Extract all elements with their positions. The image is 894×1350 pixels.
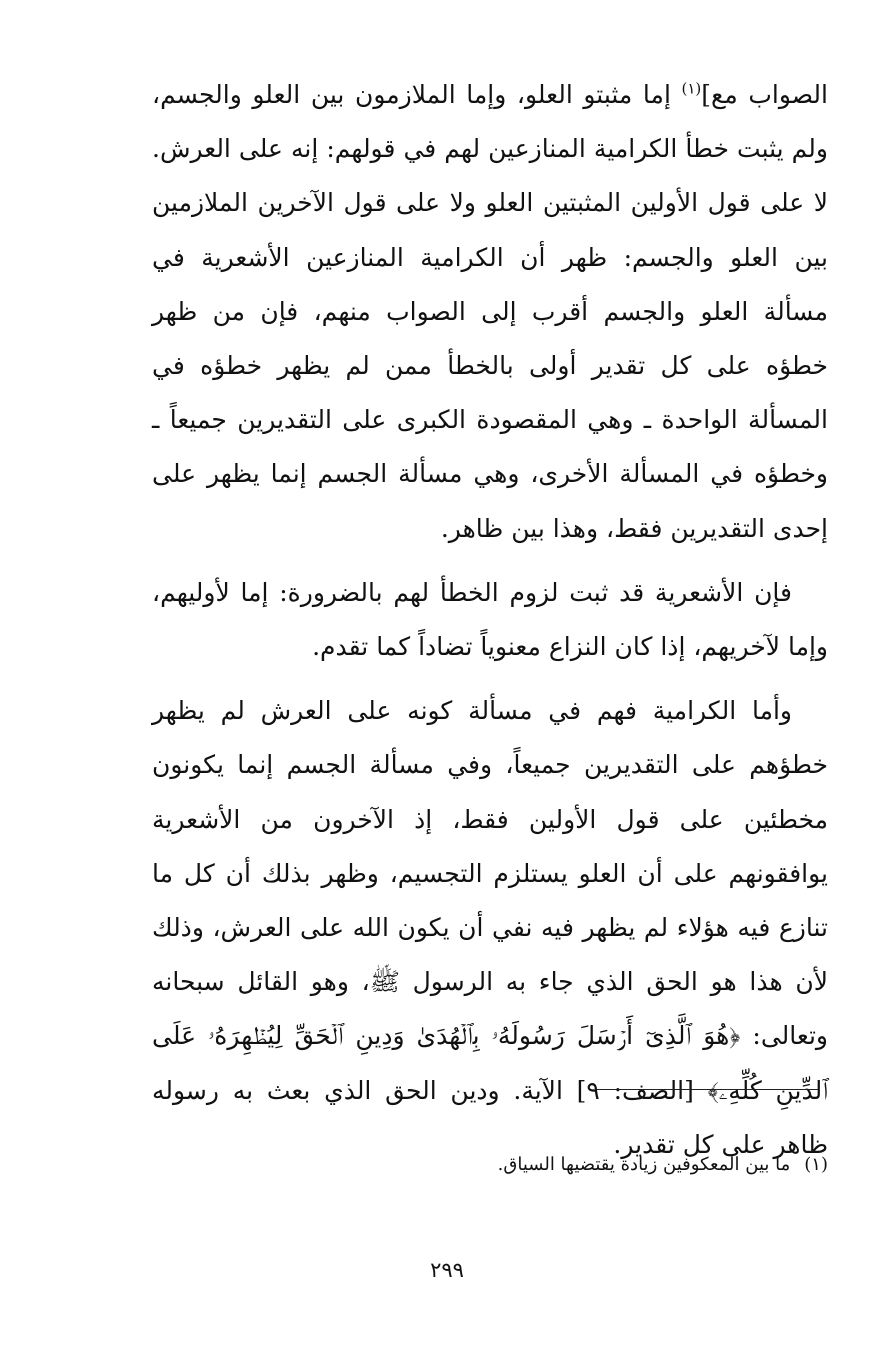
quran-verse: ﴿هُوَ ٱلَّذِىٓ أَرۡسَلَ رَسُولَهُۥ بِٱلۡهُدَىٰ وَدِينِ ٱلۡحَقِّ لِيُظۡهِرَهُۥ عَلَى ٱلدِّينِ كُلِّهِۦ﴾ — [152, 1021, 828, 1105]
footnote-reference: (١) — [681, 79, 702, 98]
paragraph-1-rest: إما مثبتو العلو، وإما الملازمون بين العلو والجسم، ولم يثبت خطأ الكرامية المنازعين لهم في قولهم: إنه على العرش. لا على قول الأولين المثبتين العلو ولا على قول الآخرين الملازمين بين العلو والجسم: ظهر أن الكرامية المنازعين الأشعرية في مسألة العلو والجسم أقرب إلى الصواب منهم، فإن من ظهر خطؤه على كل تقدير أولى بالخطأ ممن لم يظهر خطؤه في المسألة الواحدة ـ وهي المقصودة الكبرى على التقديرين جميعاً ـ وخطؤه في المسألة الأخرى، وهي مسألة الجسم إنما يظهر على إحدى التقديرين فقط، وهذا بين ظاهر. — [152, 80, 828, 543]
paragraph-3-end: [الصف: ٩] الآية. ودين الحق الذي بعث به رسوله ظاهر على كل تقدير. — [152, 1075, 828, 1159]
footnote — [152, 1150, 828, 1180]
paragraph-3-start: وأما الكرامية فهم في مسألة كونه على العرش لم يظهر خطؤهم على التقديرين جميعاً، وفي مسألة الجسم إنما يكونون مخطئين على قول الأولين فقط، إذ الآخرون من الأشعرية يوافقونهم على أن العلو يستلزم التجسيم، وظهر بذلك أن كل ما تنازع فيه هؤلاء لم يظهر فيه نفي أن يكون الله على العرش، وذلك لأن هذا هو الحق الذي جاء به الرسول ﷺ، وهو القائل سبحانه وتعالى: — [152, 696, 828, 1051]
footnote-number: (١) — [804, 1154, 828, 1175]
paragraph-2: فإن الأشعرية قد ثبت لزوم الخطأ لهم بالضرورة: إما لأوليهم، وإما لآخريهم، إذا كان النزاع معنوياً تضاداً كما تقدم. — [152, 577, 828, 662]
main-text — [152, 68, 828, 1172]
footnote-text: ما بين المعكوفين زيادة يقتضيها السياق. — [497, 1154, 791, 1175]
paragraph-3 — [152, 684, 828, 1172]
footnote-separator — [596, 1089, 818, 1090]
paragraph-1-start: الصواب مع] — [701, 80, 828, 109]
paragraph-1 — [152, 68, 828, 556]
page-number: ٢٩٩ — [430, 1258, 464, 1282]
